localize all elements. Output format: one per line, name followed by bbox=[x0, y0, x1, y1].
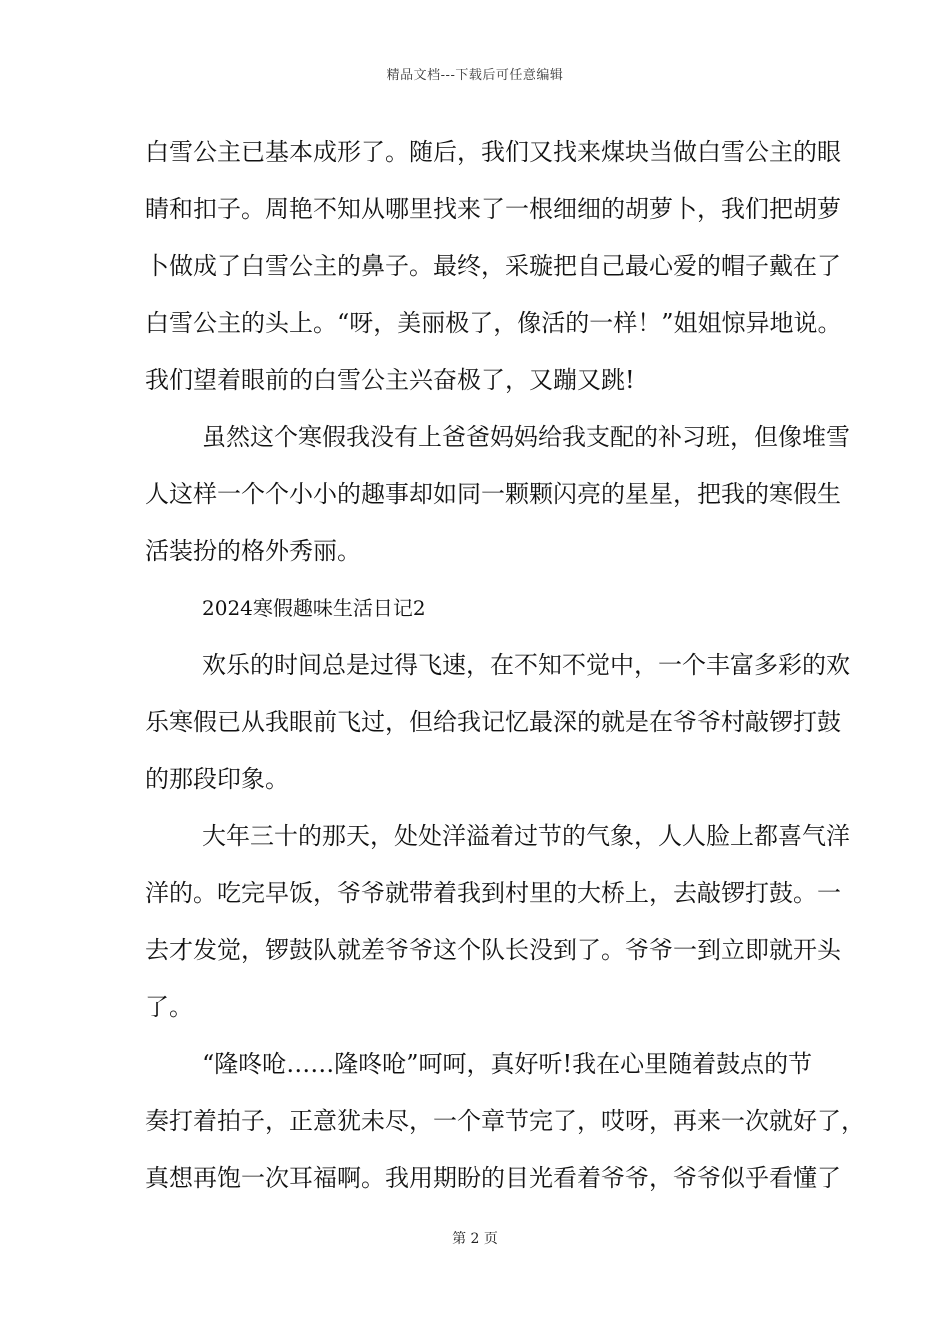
paragraph-3-line-2: 乐寒假已从我眼前飞过，但给我记忆最深的就是在爷爷村敲锣打鼓 bbox=[145, 708, 841, 736]
paragraph-4-line-1: 大年三十的那天，处处洋溢着过节的气象，人人脸上都喜气洋 bbox=[202, 822, 850, 850]
paragraph-3-line-3: 的那段印象。 bbox=[145, 765, 289, 793]
page-header: 精品文档---下载后可任意编辑 bbox=[386, 68, 564, 83]
paragraph-4-line-4: 了。 bbox=[145, 993, 193, 1021]
page-number: 第 2 页 bbox=[452, 1231, 498, 1247]
paragraph-5-line-2: 奏打着拍子，正意犹未尽，一个章节完了，哎呀，再来一次就好了， bbox=[145, 1107, 865, 1135]
paragraph-3-line-1: 欢乐的时间总是过得飞速，在不知不觉中，一个丰富多彩的欢 bbox=[202, 651, 850, 679]
paragraph-5-line-3: 真想再饱一次耳福啊。我用期盼的目光看着爷爷，爷爷似乎看懂了 bbox=[145, 1164, 841, 1192]
paragraph-4-line-2: 洋的。吃完早饭，爷爷就带着我到村里的大桥上，去敲锣打鼓。一 bbox=[145, 879, 841, 907]
paragraph-1-line-5: 我们望着眼前的白雪公主兴奋极了，又蹦又跳! bbox=[145, 366, 635, 394]
paragraph-4-line-3: 去才发觉，锣鼓队就差爷爷这个队长没到了。爷爷一到立即就开头 bbox=[145, 936, 841, 964]
paragraph-1-line-2: 睛和扣子。周艳不知从哪里找来了一根细细的胡萝卜，我们把胡萝 bbox=[145, 195, 841, 223]
paragraph-2-line-3: 活装扮的格外秀丽。 bbox=[145, 537, 361, 565]
paragraph-1-line-3: 卜做成了白雪公主的鼻子。最终，采璇把自己最心爱的帽子戴在了 bbox=[145, 252, 841, 280]
paragraph-1-line-1: 白雪公主已基本成形了。随后，我们又找来煤块当做白雪公主的眼 bbox=[145, 138, 841, 166]
paragraph-1-line-4: 白雪公主的头上。“呀，美丽极了，像活的一样！”姐姐惊异地说。 bbox=[145, 309, 842, 337]
paragraph-2-line-2: 人这样一个个小小的趣事却如同一颗颗闪亮的星星，把我的寒假生 bbox=[145, 480, 841, 508]
paragraph-5-line-1: “隆咚呛……隆咚呛”呵呵，真好听!我在心里随着鼓点的节 bbox=[202, 1050, 813, 1078]
section-title: 2024寒假趣味生活日记2 bbox=[202, 596, 426, 620]
paragraph-2-line-1: 虽然这个寒假我没有上爸爸妈妈给我支配的补习班，但像堆雪 bbox=[202, 423, 850, 451]
